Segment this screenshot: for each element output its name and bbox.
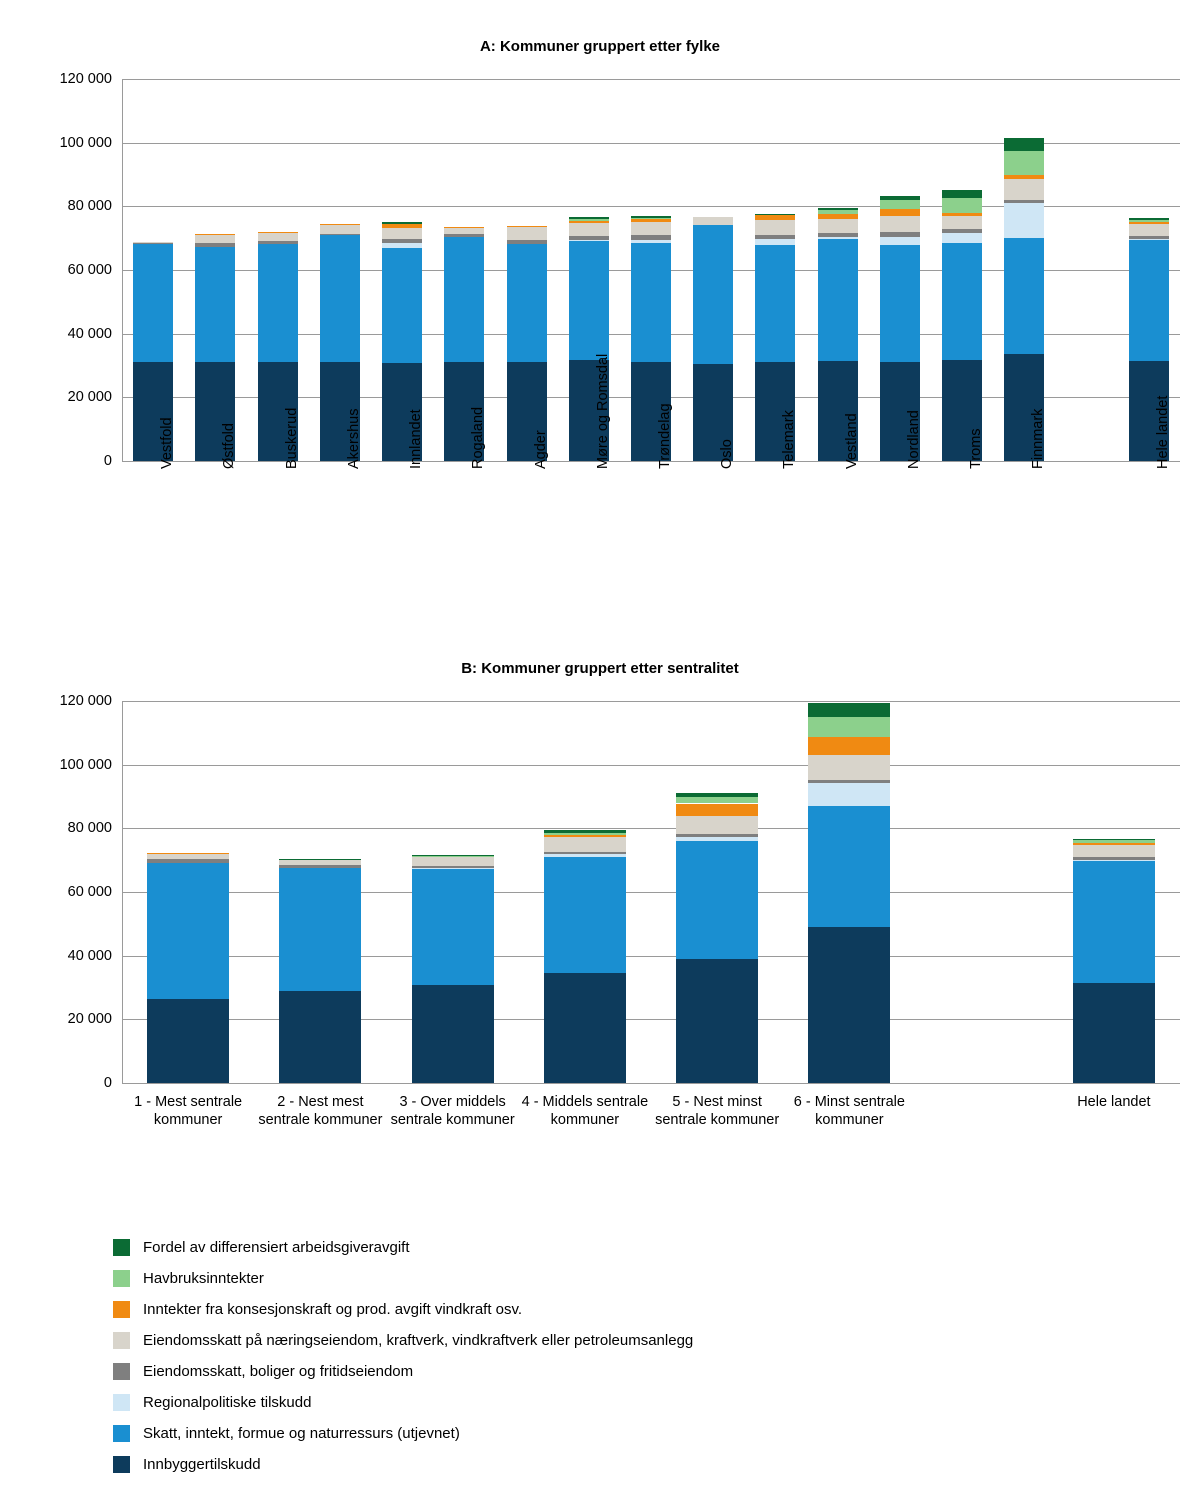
legend-swatch-icon [113,1239,130,1256]
bar-segment [880,245,920,362]
bar-segment [808,717,890,737]
bar-segment [279,868,361,991]
legend-item[interactable] [113,1418,1013,1449]
bar-segment [444,234,484,237]
bar-segment [1129,218,1169,220]
bar-segment [676,834,758,837]
legend-item[interactable] [113,1449,1013,1480]
bar-segment [544,837,626,852]
x-axis-tick-label: 1 - Mest sentrale kommuner [134,1094,243,1129]
bar-segment [569,236,609,240]
bar-segment [544,857,626,973]
y-axis-tick-label: 40 000 [67,325,112,342]
bar-segment [676,804,758,816]
legend-item[interactable] [113,1356,1013,1387]
legend-item-label: Regionalpolitiske tilskudd [143,1394,312,1411]
legend-item-label: Skatt, inntekt, formue og naturressurs (utjevnet) [143,1425,460,1442]
bar-segment [444,227,484,228]
bar-segment [195,234,235,235]
legend-swatch-icon [113,1394,130,1411]
x-axis-tick-label: Hele landet [1077,1094,1151,1110]
bar-segment [631,243,671,362]
legend-swatch-icon [113,1456,130,1473]
bar-segment [133,243,173,244]
bar-segment [258,241,298,244]
legend-swatch-icon [113,1270,130,1287]
bar-segment [1073,843,1155,845]
y-axis-tick-label: 0 [103,1075,112,1091]
legend-item-label: Innbyggertilskudd [143,1456,261,1473]
bar-segment [1004,138,1044,150]
bar-segment [147,863,229,1000]
bar-stack [676,701,758,1083]
x-axis-tick-label: Vestfold [159,417,176,469]
bar-segment [818,214,858,219]
bar-segment [1004,238,1044,354]
bar-segment [942,216,982,229]
bar-segment [544,973,626,1083]
bar-segment [147,853,229,858]
bar-segment [631,219,671,222]
bar-segment [412,866,494,868]
bar-segment [258,244,298,362]
bar-segment [808,806,890,926]
bar-segment [258,232,298,233]
bar-segment [279,865,361,868]
bar-segment [382,224,422,227]
x-axis-tick-label: 6 - Minst sentrale kommuner [793,1094,905,1129]
bar-segment [676,816,758,834]
bar-stack [1004,79,1044,461]
x-axis-tick-label: Trøndelag [657,403,673,469]
y-axis-tick-label: 120 000 [59,71,112,87]
x-axis-tick-label: Telemark [781,410,798,469]
legend-item-label: Eiendomsskatt, boliger og fritidseiendom [143,1363,414,1380]
bar-segment [279,991,361,1083]
bar-segment [808,780,890,783]
bar-segment [412,868,494,869]
bar-segment [1004,179,1044,200]
bar-segment [818,219,858,233]
bar-segment [133,244,173,362]
x-axis-tick-label: 3 - Over middels sentrale kommuner [390,1094,515,1129]
bar-segment [808,927,890,1083]
bar-segment [544,833,626,835]
bar-segment [507,240,547,244]
bar-segment [942,190,982,198]
bar-segment [569,223,609,236]
bar-segment [544,835,626,837]
bar-segment [133,242,173,243]
bar-segment [544,830,626,833]
bar-stack [147,701,229,1083]
bar-segment [818,239,858,361]
bar-segment [631,222,671,235]
bar-segment [320,224,360,225]
legend-item-label: Havbruksinntekter [143,1270,264,1287]
bar-segment [1129,222,1169,224]
legend-item-label: Inntekter fra konsesjonskraft og prod. avgift vindkraft osv. [143,1301,523,1318]
bar-segment [880,200,920,208]
bar-segment [808,755,890,780]
bar-segment [880,196,920,200]
bar-segment [880,209,920,216]
x-axis-tick-label: Nordland [905,410,922,469]
bar-segment [818,210,858,214]
bar-segment [808,737,890,755]
bar-segment [1129,240,1169,361]
bar-segment [382,239,422,243]
x-axis-tick-label: Innlandet [408,409,425,469]
bar-segment [1073,840,1155,843]
bar-segment [693,217,733,225]
bar-segment [631,240,671,243]
bar-segment [507,244,547,361]
x-axis-tick-label: 5 - Nest minst sentrale kommuner [655,1094,780,1129]
bar-segment [1004,203,1044,238]
panel-b-plot [0,692,1200,1202]
bar-segment [412,856,494,857]
x-axis-tick-label: Vestland [843,413,860,469]
bar-segment [676,797,758,804]
bar-segment [147,999,229,1083]
bar-segment [1073,860,1155,861]
bar-segment [412,856,494,857]
legend-item[interactable] [113,1263,1013,1294]
bar-segment [880,216,920,232]
legend-item[interactable] [113,1387,1013,1418]
bar-stack [755,79,795,461]
x-axis-tick-label: Østfold [221,423,238,469]
bar-segment [818,233,858,237]
chart-legend [113,1232,1013,1480]
y-axis-tick-label: 80 000 [67,820,112,837]
bar-segment [1073,839,1155,841]
bar-segment [412,857,494,865]
legend-item-label: Eiendomsskatt på næringseiendom, kraftverk, vindkraftverk eller petroleumsanlegg [143,1332,694,1349]
bar-segment [320,234,360,235]
x-axis-tick-label: Hele landet [1154,395,1171,469]
legend-swatch-icon [113,1301,130,1318]
bar-segment [1073,983,1155,1083]
bar-segment [1073,857,1155,860]
legend-swatch-icon [113,1332,130,1349]
bar-segment [412,855,494,856]
y-axis-tick-label: 100 000 [59,134,112,151]
bar-segment [942,243,982,361]
x-axis-tick-label: 2 - Nest mest sentrale kommuner [258,1094,383,1129]
bar-segment [880,237,920,245]
bar-segment [755,220,795,235]
x-axis-tick-label: Rogaland [470,406,487,469]
bar-segment [320,234,360,362]
y-axis-tick-label: 120 000 [59,693,112,709]
y-axis-tick-label: 40 000 [67,947,112,964]
bar-segment [195,243,235,247]
bar-segment [1004,175,1044,180]
bar-segment [412,869,494,985]
bar-stack [258,79,298,461]
y-axis-tick-label: 100 000 [59,756,112,773]
bar-segment [1129,236,1169,239]
gridline [122,461,1180,462]
bar-segment [1004,200,1044,203]
bar-segment [444,237,484,362]
panel-b-title: B: Kommuner gruppert etter sentralitet [461,660,739,677]
x-axis-tick-label: Oslo [719,439,736,469]
bar-stack [1073,701,1155,1083]
y-axis-tick-label: 20 000 [67,1011,112,1028]
x-axis-tick-label: Møre og Romsdal [594,353,611,469]
bar-segment [880,232,920,237]
bar-segment [676,793,758,797]
bar-stack [693,79,733,461]
bar-segment [631,235,671,240]
bar-segment [755,235,795,239]
bar-stack [808,701,890,1083]
bar-segment [569,221,609,223]
bar-segment [755,239,795,245]
bar-segment [195,235,235,244]
bar-stack [382,79,422,461]
legend-item[interactable] [113,1232,1013,1263]
bar-stack [133,79,173,461]
bar-segment [693,225,733,363]
y-axis-tick-label: 0 [103,453,112,469]
bar-segment [544,854,626,857]
bar-segment [1004,151,1044,175]
bar-segment [755,215,795,219]
bar-segment [808,703,890,717]
gridline [122,1083,1180,1084]
bar-segment [569,217,609,219]
x-axis-tick-label: Akershus [345,408,362,469]
bar-segment [755,245,795,362]
bar-segment [1129,220,1169,223]
panel-a-plot [0,70,1200,630]
bar-segment [942,229,982,233]
bar-stack [818,79,858,461]
bar-segment [382,222,422,224]
bar-segment [147,859,229,863]
y-axis-line [122,701,123,1083]
bar-segment [382,228,422,239]
bar-segment [755,214,795,215]
bar-segment [818,237,858,240]
bar-segment [444,228,484,235]
x-axis-tick-label: 4 - Middels sentrale kommuner [521,1094,649,1129]
bar-segment [382,248,422,363]
bar-segment [544,852,626,855]
bar-segment [320,225,360,234]
bar-stack [320,79,360,461]
bar-segment [676,837,758,841]
bar-segment [808,783,890,806]
bar-segment [942,198,982,213]
bar-stack [507,79,547,461]
bar-stack [279,701,361,1083]
bar-segment [942,233,982,242]
bar-segment [818,208,858,210]
bar-segment [569,240,609,241]
bar-segment [569,219,609,221]
y-axis-tick-label: 60 000 [67,262,112,278]
bar-segment [1073,845,1155,857]
y-axis-line [122,79,123,461]
legend-item[interactable] [113,1325,1013,1356]
bar-stack [444,79,484,461]
bar-segment [569,241,609,360]
bar-segment [676,841,758,959]
bar-stack [544,701,626,1083]
y-axis-tick-label: 60 000 [67,884,112,900]
panel-a-title: A: Kommuner gruppert etter fylke [479,38,721,55]
x-axis-tick-label: Troms [968,428,985,469]
bar-segment [279,860,361,865]
bar-stack [942,79,982,461]
bar-segment [258,233,298,241]
x-axis-tick-label: Buskerud [283,407,300,469]
bar-segment [676,959,758,1083]
y-axis-tick-label: 80 000 [67,198,112,215]
bar-segment [1129,239,1169,240]
x-axis-tick-label: Agder [532,430,549,469]
bar-segment [1073,861,1155,983]
bar-segment [942,213,982,216]
legend-item-label: Fordel av differensiert arbeidsgiveravgift [143,1239,410,1256]
legend-swatch-icon [113,1425,130,1442]
bar-segment [412,985,494,1083]
y-axis-tick-label: 20 000 [67,389,112,406]
x-axis-tick-label: Finnmark [1030,408,1047,469]
bar-segment [195,247,235,362]
bar-segment [1129,224,1169,235]
bar-segment [382,243,422,248]
bar-stack [195,79,235,461]
legend-swatch-icon [113,1363,130,1380]
bar-stack [880,79,920,461]
legend-item[interactable] [113,1294,1013,1325]
bar-segment [507,226,547,228]
bar-segment [631,216,671,218]
bar-segment [507,227,547,239]
bar-stack [412,701,494,1083]
bar-segment [631,218,671,220]
